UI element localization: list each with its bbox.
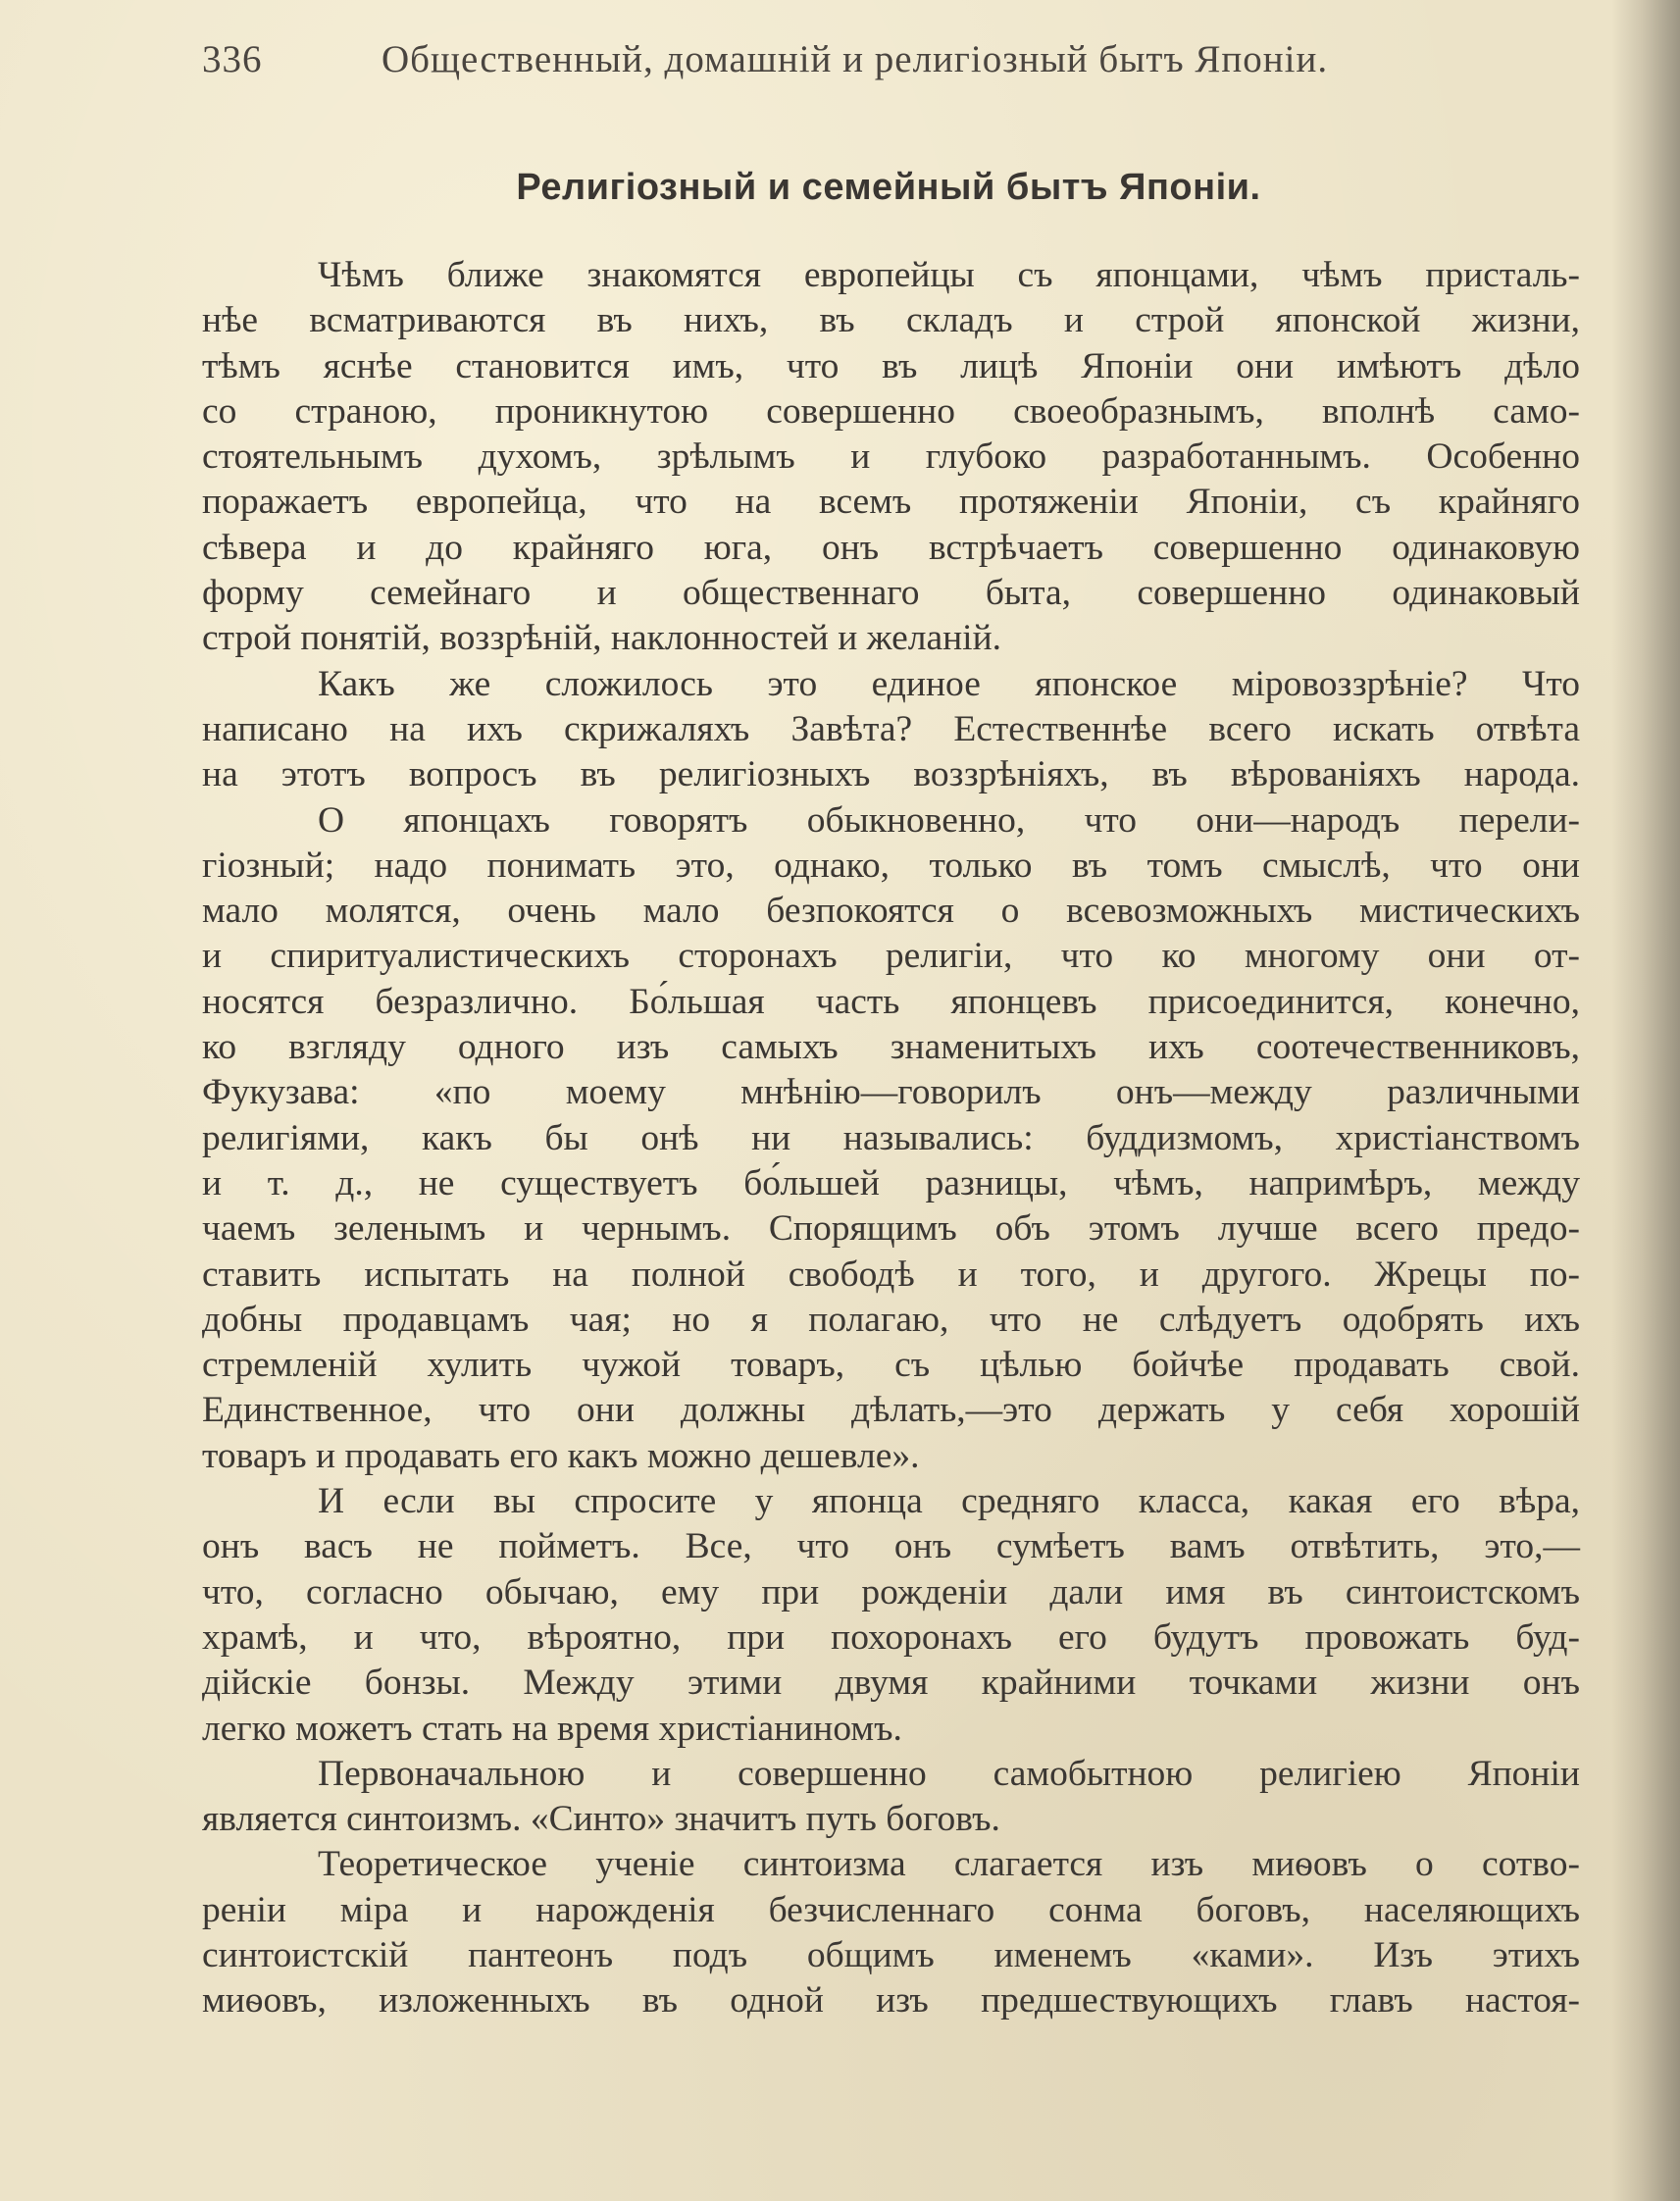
- text-line: Какъ же сложилось это единое японское міровоззрѣніе? Что: [318, 663, 1580, 704]
- text-line: строй понятій, воззрѣній, наклонностей и желаній.: [202, 618, 1002, 659]
- text-line: мало молятся, очень мало безпокоятся о всевозможныхъ мистическихъ: [202, 891, 1580, 932]
- text-line: онъ васъ не пойметъ. Все, что онъ сумѣетъ вамъ отвѣтить, это,—: [202, 1526, 1580, 1567]
- paragraph-6: [202, 1842, 1580, 2023]
- text-line: и спиритуалистическихъ сторонахъ религіи, что ко многому они от-: [202, 936, 1580, 977]
- text-line: И если вы спросите у японца средняго класса, какая его вѣра,: [318, 1481, 1580, 1522]
- section-title: Религіозный и семейный бытъ Японіи.: [516, 167, 1261, 208]
- body-text: [202, 253, 1580, 2024]
- text-line: является синтоизмъ. «Синто» значитъ путь боговъ.: [202, 1799, 1000, 1840]
- running-header: [202, 37, 1467, 96]
- text-line: синтоистскій пантеонъ подъ общимъ именемъ «ками». Изъ этихъ: [202, 1934, 1580, 1975]
- paragraph-4: [202, 1479, 1580, 1752]
- text-line: О японцахъ говорятъ обыкновенно, что они—народъ перели-: [318, 799, 1580, 841]
- text-line: добны продавцамъ чая; но я полагаю, что не слѣдуетъ одобрять ихъ: [202, 1299, 1580, 1340]
- text-line: ставить испытать на полной свободѣ и того, и другого. Жрецы по-: [202, 1254, 1580, 1295]
- text-line: стоятельнымъ духомъ, зрѣлымъ и глубоко разработаннымъ. Особенно: [202, 436, 1580, 478]
- text-line: сѣвера и до крайняго юга, онъ встрѣчаетъ совершенно одинаковую: [202, 527, 1580, 568]
- text-line: Теоретическое ученіе синтоизма слагается изъ миѳовъ о сотво-: [318, 1844, 1580, 1885]
- text-line: легко можетъ стать на время христіаниномъ.: [202, 1708, 902, 1749]
- text-line: и т. д., не существуетъ бо́льшей разницы, чѣмъ, напримѣръ, между: [202, 1162, 1580, 1203]
- paragraph-1: [202, 253, 1580, 662]
- text-line: со страною, проникнутою совершенно своеобразнымъ, вполнѣ само-: [202, 390, 1580, 432]
- paragraph-2: [202, 662, 1580, 798]
- page-number: 336: [202, 38, 263, 80]
- text-line: Первоначальною и совершенно самобытною религіею Японіи: [318, 1753, 1580, 1794]
- text-line: нѣе всматриваются въ нихъ, въ складъ и строй японской жизни,: [202, 300, 1580, 341]
- text-line: Единственное, что они должны дѣлать,—это держать у себя хорошій: [202, 1390, 1580, 1431]
- text-line: миѳовъ, изложенныхъ въ одной изъ предшествующихъ главъ настоя-: [202, 1980, 1580, 2022]
- text-line: храмѣ, и что, вѣроятно, при похоронахъ его будутъ провожать буд-: [202, 1616, 1580, 1658]
- text-line: гіозный; надо понимать это, однако, только въ томъ смыслѣ, что они: [202, 845, 1580, 886]
- text-line: чаемъ зеленымъ и чернымъ. Спорящимъ объ этомъ лучше всего предо-: [202, 1208, 1580, 1250]
- running-title: Общественный, домашній и религіозный бытъ Японіи.: [382, 38, 1329, 80]
- paragraph-5: [202, 1752, 1580, 1843]
- text-line: написано на ихъ скрижаляхъ Завѣта? Естественнѣе всего искать отвѣта: [202, 708, 1580, 749]
- text-line: Фукузава: «по моему мнѣнію—говорилъ онъ—между различными: [202, 1072, 1580, 1113]
- paragraph-3: [202, 798, 1580, 1479]
- text-line: ко взгляду одного изъ самыхъ знаменитыхъ ихъ соотечественниковъ,: [202, 1027, 1580, 1068]
- text-line: товаръ и продавать его какъ можно дешевле».: [202, 1435, 920, 1476]
- text-line: реніи міра и нарожденія безчисленнаго сонма боговъ, населяющихъ: [202, 1889, 1580, 1930]
- text-line: что, согласно обычаю, ему при рожденіи дали имя въ синтоистскомъ: [202, 1571, 1580, 1612]
- text-line: на этотъ вопросъ въ религіозныхъ воззрѣніяхъ, въ вѣрованіяхъ народа.: [202, 754, 1580, 795]
- text-line: дійскіе бонзы. Между этими двумя крайними точками жизни онъ: [202, 1663, 1580, 1704]
- text-line: тѣмъ яснѣе становится имъ, что въ лицѣ Японіи они имѣютъ дѣло: [202, 345, 1580, 386]
- text-line: поражаетъ европейца, что на всемъ протяженіи Японіи, съ крайняго: [202, 482, 1580, 523]
- text-line: религіями, какъ бы онѣ ни назывались: буддизмомъ, христіанствомъ: [202, 1117, 1580, 1158]
- page-gutter-shadow: [1611, 0, 1680, 2201]
- text-line: носятся безразлично. Бо́льшая часть японцевъ присоединится, конечно,: [202, 981, 1580, 1022]
- text-line: форму семейнаго и общественнаго быта, совершенно одинаковый: [202, 573, 1580, 614]
- text-line: Чѣмъ ближе знакомятся европейцы съ японцами, чѣмъ присталь-: [318, 255, 1580, 295]
- text-line: стремленій хулить чужой товаръ, съ цѣлью бойчѣе продавать свой.: [202, 1345, 1580, 1386]
